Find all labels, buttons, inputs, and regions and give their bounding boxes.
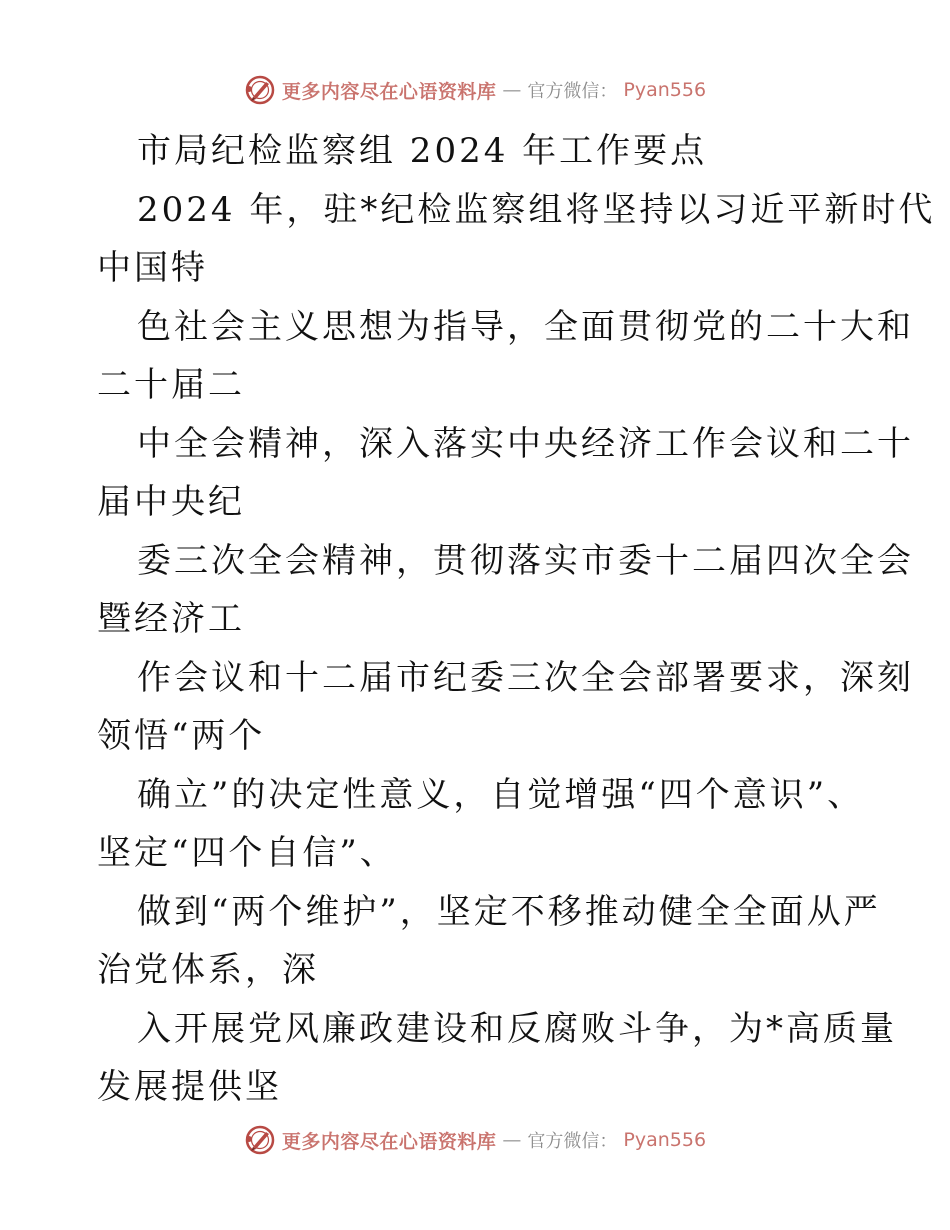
footer-banner-text: 更多内容尽在心语资料库 bbox=[281, 1130, 497, 1153]
header-banner bbox=[0, 70, 950, 110]
body-line: 领悟“两个 bbox=[97, 716, 266, 756]
body-line: 做到“两个维护”，坚定不移推动健全全面从严 bbox=[137, 891, 881, 932]
body-line: 二十届二 bbox=[97, 365, 245, 405]
header-wechat-label: 官方微信： bbox=[527, 81, 618, 102]
body-line: 确立”的决定性意义，自觉增强“四个意识”、 bbox=[137, 774, 865, 815]
quill-pen-logo-icon bbox=[244, 1124, 276, 1156]
quill-pen-logo-icon bbox=[244, 74, 276, 106]
body-line: 入开展党风廉政建设和反腐败斗争，为*高质量 bbox=[137, 1008, 897, 1049]
footer-banner-content bbox=[244, 1124, 706, 1156]
body-line: 2024 年，驻*纪检监察组将坚持以习近平新时代 bbox=[137, 189, 936, 230]
body-line: 作会议和十二届市纪委三次全会部署要求，深刻 bbox=[137, 657, 914, 698]
body-line: 届中央纪 bbox=[97, 482, 245, 522]
body-line: 治党体系，深 bbox=[97, 950, 319, 990]
footer-wechat-id: Pyan556 bbox=[623, 1129, 707, 1151]
header-wechat-id: Pyan556 bbox=[623, 79, 707, 101]
body-line: 暨经济工 bbox=[97, 599, 245, 639]
body-line: 委三次全会精神，贯彻落实市委十二届四次全会 bbox=[137, 540, 914, 581]
header-banner-dash: — bbox=[502, 79, 522, 101]
body-line: 坚定“四个自信”、 bbox=[97, 833, 397, 873]
document-title: 市局纪检监察组 2024 年工作要点 bbox=[137, 131, 708, 171]
footer-banner bbox=[0, 1120, 950, 1160]
footer-wechat-label: 官方微信： bbox=[527, 1131, 618, 1152]
document-body bbox=[97, 122, 936, 1117]
body-line: 发展提供坚 bbox=[97, 1067, 282, 1107]
footer-banner-dash: — bbox=[502, 1129, 522, 1151]
body-line: 中全会精神，深入落实中央经济工作会议和二十 bbox=[137, 423, 914, 464]
body-line: 色社会主义思想为指导，全面贯彻党的二十大和 bbox=[137, 306, 914, 347]
header-banner-content bbox=[244, 74, 706, 106]
body-line: 中国特 bbox=[97, 248, 208, 288]
header-banner-text: 更多内容尽在心语资料库 bbox=[281, 80, 497, 103]
